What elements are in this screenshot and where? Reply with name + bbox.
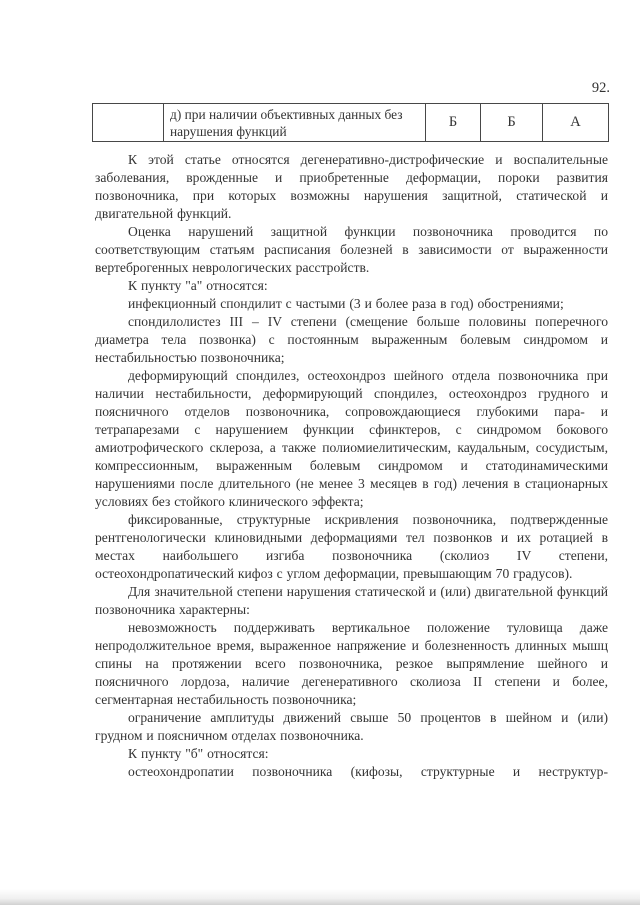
table-cell-category-3: А [543,104,609,142]
table-cell-article-item [93,104,164,142]
paragraph-spondylolisthesis: спондилолистез III – IV степени (смещение больше половины поперечного диаметра тела позвонка) с постоянным выраженным болевым синдромом и нестабильностью позвоночника; [95,314,608,365]
disease-schedule-continuation-table [92,103,609,142]
document-body-text [95,151,608,781]
table-cell-description: д) при наличии объективных данных без нарушения функций [164,104,426,142]
table-cell-category-1: Б [426,104,481,142]
scan-edge-shadow [0,889,640,905]
paragraph-fixed-curvatures: фиксированные, структурные искривления позвоночника, подтвержденные рентгенологически клиновидными деформациями тел позвонков и их ротацией в местах наибольшего изгиба позвоночника (сколиоз IV степени, остеохондропатический кифоз с углом деформации, превышающим 70 градусов). [95,512,608,581]
paragraph-osteochondropathy-continued: остеохондропатии позвоночника (кифозы, структурные и неструктур- [128,764,608,779]
page-number: 92. [591,80,610,96]
paragraph-protective-function: Оценка нарушений защитной функции позвоночника проводится по соответствующим статьям расписания болезней в зависимости от выраженности вертеброгенных неврологических расстройств. [95,224,608,275]
paragraph-point-b-heading: К пункту "б" относятся: [128,746,269,761]
table-row [93,104,609,142]
paragraph-article-scope: К этой статье относятся дегенеративно-дистрофические и воспалительные заболевания, врожденные и приобретенные деформации, пороки развития позвоночника, при которых возможны нарушения защитной, статической и двигательной функций. [95,152,608,221]
table-cell-category-2: Б [481,104,543,142]
paragraph-motion-limitation: ограничение амплитуды движений свыше 50 процентов в шейном и (или) грудном и поясничном отделах позвоночника. [95,710,608,743]
paragraph-infectious-spondylitis: инфекционный спондилит с частыми (3 и более раза в год) обострениями; [128,296,564,311]
paragraph-vertical-position: невозможность поддерживать вертикальное положение туловища даже непродолжительное время, выраженное напряжение и болезненность длинных мышц спины на протяжении всего позвоночника, резкое выпрямление шейного и поясничного лордоза, наличие дегенеративного сколиоза II степени и более, сегментарная нестабильность позвоночника; [95,620,608,707]
paragraph-deforming-spondylosis: деформирующий спондилез, остеохондроз шейного отдела позвоночника при наличии нестабильности, деформирующий спондилез, остеохондроз грудного и поясничного отделов позвоночника, сопровождающиеся глубокими пара- и тетрапарезами с нарушением функции сфинктеров, с синдромом бокового амиотрофического склероза, а также полиомиелитическим, каудальным, сосудистым, компрессионным, выраженным болевым синдромом и статодинамическими нарушениями после длительного (не менее 3 месяцев в год) лечения в стационарных условиях без стойкого клинического эффекта; [95,368,608,509]
paragraph-point-a-heading: К пункту "а" относятся: [128,278,268,293]
paragraph-significant-degree-heading: Для значительной степени нарушения статической и (или) двигательной функций позвоночника характерны: [95,584,608,617]
